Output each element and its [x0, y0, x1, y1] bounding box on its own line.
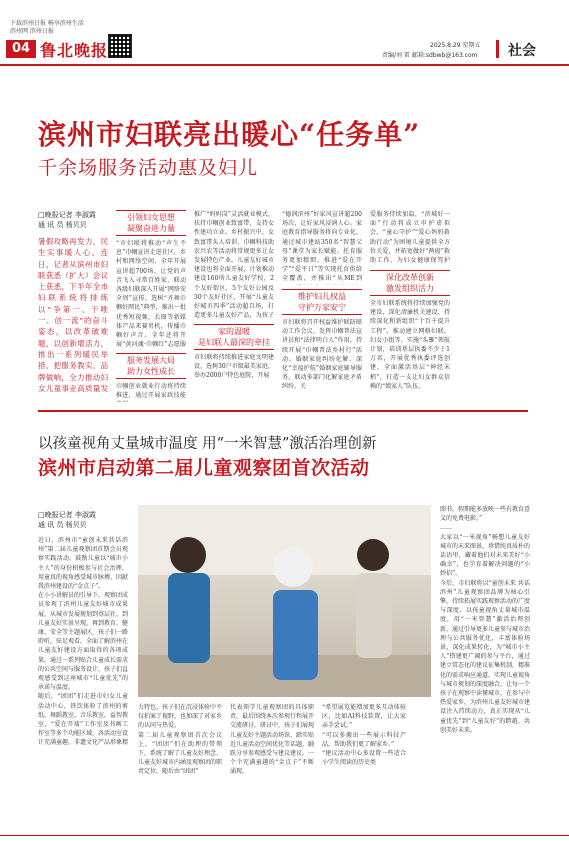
article2-column-1 — [38, 510, 128, 806]
article1-subhead-5 — [370, 270, 450, 296]
footer-divider — [0, 835, 569, 836]
article1-col2-text: “市妇联将推动“声生不息”巾帼宣讲走进社区，乡村和网络空间，全年开展宣讲超700场，让党的声音飞入寻常百姓家，联动各级妇联深入开展“网络安全周”宣传，选树“齐舞巾帼好网民”典型，推出一批优秀短视频，长图等新媒体产品来赛男机，传播巾帼好声音。全年还将开展“黄河魂·巾帼红”志愿服 — [116, 240, 186, 349]
article2-col4-text: “希望展览能增加更多互动体验区，比如AI科技装置，让大家亲手尝试。” “可以多搬出一些展示科技产品，帮助我们更了解家乡。” “建议活动中心多设置一些适合小学生阅读的历史类 — [322, 704, 406, 767]
article1-column-5 — [370, 210, 450, 391]
article1-subtitle: 千余场服务活动惠及妇儿 — [38, 157, 259, 179]
header-divider — [0, 64, 569, 66]
issue-date: 2025.8.29 星期五 — [430, 42, 481, 49]
section-marker — [496, 40, 499, 58]
article1-subhead-4 — [282, 289, 362, 315]
article1-column-2 — [116, 210, 186, 402]
subhead-2-line-a: 服务发展大局 — [127, 356, 175, 365]
article2-column-5 — [440, 505, 530, 825]
children-observation-photo — [138, 505, 431, 697]
article1-subhead-1 — [116, 210, 186, 236]
article2-col5-text: 图书，假期能多放映一些有教育意义的免费电影。” …… 大家以“一米视角”畅想儿童友好城市的未来图景，珍惜纯真质朴的话语里，藏着他们对未来美好“小确幸”，也孕育着解决问题的“小妙招”。 今后，市妇联将以“童创未来 共话滨州”儿童观察团品牌为核心引擎，持续拓展实践观察活动的广度与深度，以孩童视角丈量城市温度，用“一米智慧”激活治理创新，通过引导更多儿童参与城市治理与公共服务优化，丰富体验场景，深化成果转化，为“城市小主人”搭建更广阔的参与平台，通过建立常态化的建议征集机制，精准化的需求响应通道，实现儿童视角与城市规划的深度融合，让每一个孩子在观察中读懂城市，在参与中热爱家乡，为滨州儿童友好城市建设注入持续动力，真正实现从“儿童优先”到“儿童友好”的跨越，共创美好未来。 — [440, 506, 530, 734]
article1-subhead-2 — [116, 353, 186, 379]
article2-byline-1: □晚报记者 李淑霞 — [38, 511, 96, 519]
article2-column-4 — [322, 703, 406, 828]
tagline-line-2: 滨州网 滨州日报 — [10, 28, 54, 35]
subhead-5-line-a: 深化改革创新 — [386, 273, 434, 282]
article2-title: 滨州市启动第二届儿童观察团首次活动 — [38, 457, 370, 479]
subhead-1-line-a: 引领妇女思想 — [127, 213, 175, 222]
qr-code-icon — [108, 34, 132, 58]
article2-col3-text: 代表领学儿童观察团的具体职责，最后围绕本次参观行程展开交流研讨，研讨中，孩子们展现儿童友好主题活动场馆，踏实贴近儿童活动空间优化等话题，踊跃分享参观感受与建议建议，一个个充满童趣的“金点子”不断涌现。 — [230, 704, 314, 776]
newspaper-brand: 鲁北晚报 — [40, 41, 109, 60]
article1-col5-text: 爱服务持续加温，“滨城好一面”行动将成立申护虚拟会，“童心守护”“爱心妈妈救助行动”为困境儿童提供全方位关爱，并拓宽做好“两癌”救助工作，为妇女健康保驾护 — [370, 211, 450, 265]
article1-col4-text: “德润滨州”好家风宣讲超200场次，让好家风浸润人心。家庭教育指导服务将向专业化，通过城市建站350名“智慧父母”课堂为家长赋能。托育服务更加精细，推进“爱在开学”“爱平日”等实现托育供给全覆盖，并推出“从ME到 — [282, 211, 362, 283]
article2-pretitle: 以孩童视角丈量城市温度 用“一米智慧”激活治理创新 — [38, 436, 377, 452]
article2-column-2 — [138, 703, 222, 828]
subhead-5-line-b: 激发组织活力 — [386, 284, 434, 293]
subhead-3-line-b: 是妇联人最深的牵挂 — [198, 338, 270, 347]
tagline-line-1: 下载滨州日报 畅享滨州生活 — [10, 20, 84, 27]
article-divider — [38, 410, 528, 412]
photo-illustration — [138, 505, 431, 697]
article1-subhead-3 — [194, 324, 274, 350]
article1-column-3 — [194, 210, 274, 391]
article1-column-4 — [282, 210, 362, 392]
page-number: 04 — [6, 40, 36, 58]
article1-col2b-text: 巾帼创业就业行动将持续推进，通过开展家政技能 — [116, 383, 186, 400]
article2-col2-text: 力特色，孩子们在沉浸体验中不仅拍案了视野，也加深了对家乡的认同与热爱。 第二届儿童观察团首次会议上，“团团”们在助理的带领下，系统了解了儿童友好理念、儿童友好城市内涵及观察团的职责定位，随后由“团团” — [138, 704, 222, 776]
section-name: 社会 — [508, 43, 536, 59]
article1-byline-1: □晚报记者 李淑霞 — [38, 211, 96, 219]
article1-col4b-text: 市妇联将召开权益维护联防联动工作会议，发挥巾帼普法宣讲员和“法律明白人”作用，持续开展“巾帼普法乡村行”活动。婚姻家庭纠纷化解、深化“幸福护航”婚姻家庭辅导服务，联动多部门化解家庭矛盾纠纷。关 — [282, 319, 362, 391]
editor-info: 责编/刘 雷 邮箱:sdbwb@163.com — [382, 52, 478, 59]
subhead-3-line-a: 家的温暖 — [218, 327, 250, 336]
article1-column-1 — [38, 210, 108, 396]
article1-col3b-text: 市妇联将持续推进家庭文明建设，选树30户市级最美家庭，举办2000户特色庭院，开展 — [194, 354, 274, 380]
subhead-2-line-b: 助力女性成长 — [127, 367, 175, 376]
article2-byline-2: 通 讯 员 杨贝贝 — [38, 521, 87, 529]
article1-col5b-text: 全市妇联系统将持续加强党的建设，深化清廉机关建设，持续深化和新组织“十百千提升工程”，推动建立网格妇联，妇女小组等。实施“头雁”领航计划，培训基层执委不少于1万名，开展优秀执委评选创建，全面激活基层“神经末梢”，打造一支让妇女群众信赖的“娘家人”队伍。 — [370, 300, 450, 390]
subhead-1-line-b: 凝聚奋进力量 — [127, 224, 175, 233]
article1-byline-2: 通 讯 员 杨贝贝 — [38, 221, 87, 229]
article1-col3-text: 推广“妈妈岗”灵活就业模式，扶持巾帼创业致富带，支持女性建功立业。乡村振兴中，女致富带头人培训、巾帼科技助农兴农等活动将常规更多让女发展特色产业。儿童友好城市建设也将全面开展，计划推动建设160所儿童友好学校，2个友好街区，5个友好公园及30个友好社区，开展“儿童友好城市四季”活动超百场，打造更多儿童友好产品，为孩子 — [194, 211, 274, 320]
subhead-4-line-a: 维护妇儿权益 — [298, 292, 346, 301]
subhead-4-line-b: 守护万家安宁 — [298, 303, 346, 312]
article1-title: 滨州市妇联亮出暖心“任务单” — [38, 118, 421, 151]
article2-column-3 — [230, 703, 314, 828]
article1-lead: 暑假攻略再发力，民生实事暖人心。连日，记者从滨州市妇联获悉（扩大）会议上获悉，下半年全市妇联系统将排练以“争第一、干唯一、创一流”的奋斗姿态，以改革破难题，以创新增活力，推出一系列暖民举措，把服务教实，品牌做响，全力推动妇女儿童事业高质量发 — [38, 237, 108, 393]
article2-col1-text: 近日，滨州市“童创未来共话滨州”第二届儿童观察团首期会员观察实践活动，鼓励儿童以“城市小主人”的身份积极参与社会治理，用童真的视角感受城市脉搏，因献我滨州建设的“金点子”。 在小小讲解员的引导下，观察团成员参观了滨州儿童友好城市成果展，从城市发展规划到基层社，到儿童友好实景呈现，再到教育、健康、安全等主题展区，孩子们一路聆听，驻足观看，全面了解滨州在儿童友好建设方面取得的各项成果。通过一系列贴合儿童成长需求的公共空间与服务设计，孩子们直观感受到这座城市“儿童优先”的承诺与温度。 随后，“团团”们走进市妇女儿童活动中心，铁饮体验了滨州的剪纸，舞蹈教室，音乐教室，益智教室，“爱在开端”工作室及书画工作室等多个功能区域。各活动室设计充满童趣，非遗文化产品形象精 — [38, 537, 128, 747]
header-tagline — [10, 20, 84, 36]
